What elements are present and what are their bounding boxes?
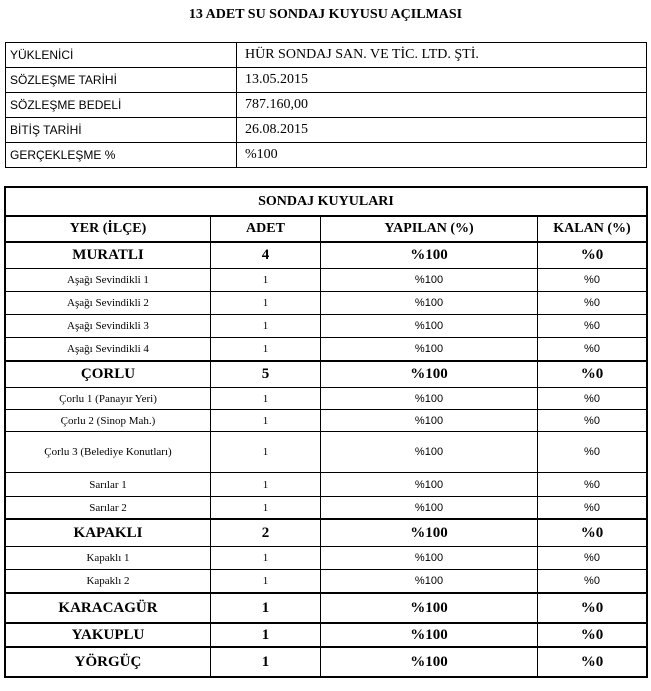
- info-label: SÖZLEŞME BEDELİ: [6, 93, 237, 118]
- contract-info-table: [5, 42, 647, 168]
- cell-location: Çorlu 2 (Sinop Mah.): [5, 410, 211, 432]
- cell-remaining: %0: [538, 593, 648, 623]
- cell-location: KARACAGÜR: [5, 593, 211, 623]
- wells-caption-row: [5, 187, 647, 216]
- cell-done: %100: [321, 269, 538, 292]
- wells-table: [4, 186, 648, 678]
- info-value: 26.08.2015: [237, 118, 647, 143]
- page-title: 13 ADET SU SONDAJ KUYUSU AÇILMASI: [188, 7, 463, 22]
- cell-done: %100: [321, 315, 538, 338]
- info-row-contractor: [6, 43, 647, 68]
- cell-count: 1: [211, 623, 321, 647]
- cell-done: %100: [321, 361, 538, 388]
- info-label: BİTİŞ TARİHİ: [6, 118, 237, 143]
- district-row: [5, 623, 647, 647]
- well-row: [5, 432, 647, 473]
- cell-location: Aşağı Sevindikli 2: [5, 292, 211, 315]
- district-row: [5, 519, 647, 547]
- info-row-contract-date: [6, 68, 647, 93]
- well-row: [5, 269, 647, 292]
- well-row: [5, 315, 647, 338]
- cell-count: 1: [211, 593, 321, 623]
- info-row-completion: [6, 143, 647, 168]
- cell-location: Çorlu 3 (Belediye Konutları): [5, 432, 211, 473]
- cell-count: 1: [211, 473, 321, 497]
- cell-location: Kapaklı 2: [5, 570, 211, 594]
- cell-done: %100: [321, 292, 538, 315]
- district-row: [5, 361, 647, 388]
- cell-location: Aşağı Sevindikli 3: [5, 315, 211, 338]
- well-row: [5, 292, 647, 315]
- well-row: [5, 473, 647, 497]
- cell-done: %100: [321, 570, 538, 594]
- cell-remaining: %0: [538, 432, 648, 473]
- well-row: [5, 338, 647, 362]
- cell-done: %100: [321, 338, 538, 362]
- cell-count: 1: [211, 432, 321, 473]
- cell-remaining: %0: [538, 242, 648, 269]
- info-label: SÖZLEŞME TARİHİ: [6, 68, 237, 93]
- header-location: YER (İLÇE): [5, 216, 211, 242]
- cell-done: %100: [321, 497, 538, 520]
- info-value: %100: [237, 143, 647, 168]
- cell-count: 1: [211, 269, 321, 292]
- well-row: [5, 497, 647, 520]
- cell-count: 1: [211, 570, 321, 594]
- header-count: ADET: [211, 216, 321, 242]
- cell-location: ÇORLU: [5, 361, 211, 388]
- info-value: 13.05.2015: [237, 68, 647, 93]
- info-row-end-date: [6, 118, 647, 143]
- info-row-contract-amount: [6, 93, 647, 118]
- cell-remaining: %0: [538, 269, 648, 292]
- cell-location: YAKUPLU: [5, 623, 211, 647]
- district-row: [5, 242, 647, 269]
- cell-count: 4: [211, 242, 321, 269]
- info-value: HÜR SONDAJ SAN. VE TİC. LTD. ŞTİ.: [237, 43, 647, 68]
- cell-location: Aşağı Sevindikli 1: [5, 269, 211, 292]
- cell-location: Sarılar 2: [5, 497, 211, 520]
- cell-count: 5: [211, 361, 321, 388]
- info-value: 787.160,00: [237, 93, 647, 118]
- district-row: [5, 647, 647, 677]
- district-row: [5, 593, 647, 623]
- cell-done: %100: [321, 473, 538, 497]
- cell-done: %100: [321, 519, 538, 547]
- cell-remaining: %0: [538, 338, 648, 362]
- cell-count: 1: [211, 497, 321, 520]
- cell-done: %100: [321, 410, 538, 432]
- header-remaining: KALAN (%): [538, 216, 648, 242]
- cell-location: KAPAKLI: [5, 519, 211, 547]
- cell-location: Kapaklı 1: [5, 547, 211, 570]
- info-label: YÜKLENİCİ: [6, 43, 237, 68]
- cell-done: %100: [321, 547, 538, 570]
- cell-count: 1: [211, 410, 321, 432]
- cell-remaining: %0: [538, 473, 648, 497]
- cell-count: 2: [211, 519, 321, 547]
- cell-remaining: %0: [538, 519, 648, 547]
- cell-count: 1: [211, 647, 321, 677]
- cell-remaining: %0: [538, 570, 648, 594]
- well-row: [5, 547, 647, 570]
- cell-location: MURATLI: [5, 242, 211, 269]
- cell-count: 1: [211, 338, 321, 362]
- well-row: [5, 570, 647, 594]
- cell-done: %100: [321, 432, 538, 473]
- cell-count: 1: [211, 388, 321, 410]
- cell-remaining: %0: [538, 292, 648, 315]
- cell-count: 1: [211, 315, 321, 338]
- cell-remaining: %0: [538, 410, 648, 432]
- cell-done: %100: [321, 593, 538, 623]
- cell-done: %100: [321, 647, 538, 677]
- wells-caption: SONDAJ KUYULARI: [5, 187, 647, 216]
- cell-remaining: %0: [538, 497, 648, 520]
- cell-location: Aşağı Sevindikli 4: [5, 338, 211, 362]
- cell-remaining: %0: [538, 623, 648, 647]
- cell-count: 1: [211, 547, 321, 570]
- cell-remaining: %0: [538, 315, 648, 338]
- wells-header-row: [5, 216, 647, 242]
- cell-remaining: %0: [538, 388, 648, 410]
- cell-count: 1: [211, 292, 321, 315]
- info-label: GERÇEKLEŞME %: [6, 143, 237, 168]
- cell-location: YÖRGÜÇ: [5, 647, 211, 677]
- cell-done: %100: [321, 623, 538, 647]
- well-row: [5, 410, 647, 432]
- cell-location: Çorlu 1 (Panayır Yeri): [5, 388, 211, 410]
- cell-remaining: %0: [538, 547, 648, 570]
- well-row: [5, 388, 647, 410]
- header-done: YAPILAN (%): [321, 216, 538, 242]
- cell-location: Sarılar 1: [5, 473, 211, 497]
- cell-remaining: %0: [538, 361, 648, 388]
- cell-done: %100: [321, 242, 538, 269]
- cell-done: %100: [321, 388, 538, 410]
- cell-remaining: %0: [538, 647, 648, 677]
